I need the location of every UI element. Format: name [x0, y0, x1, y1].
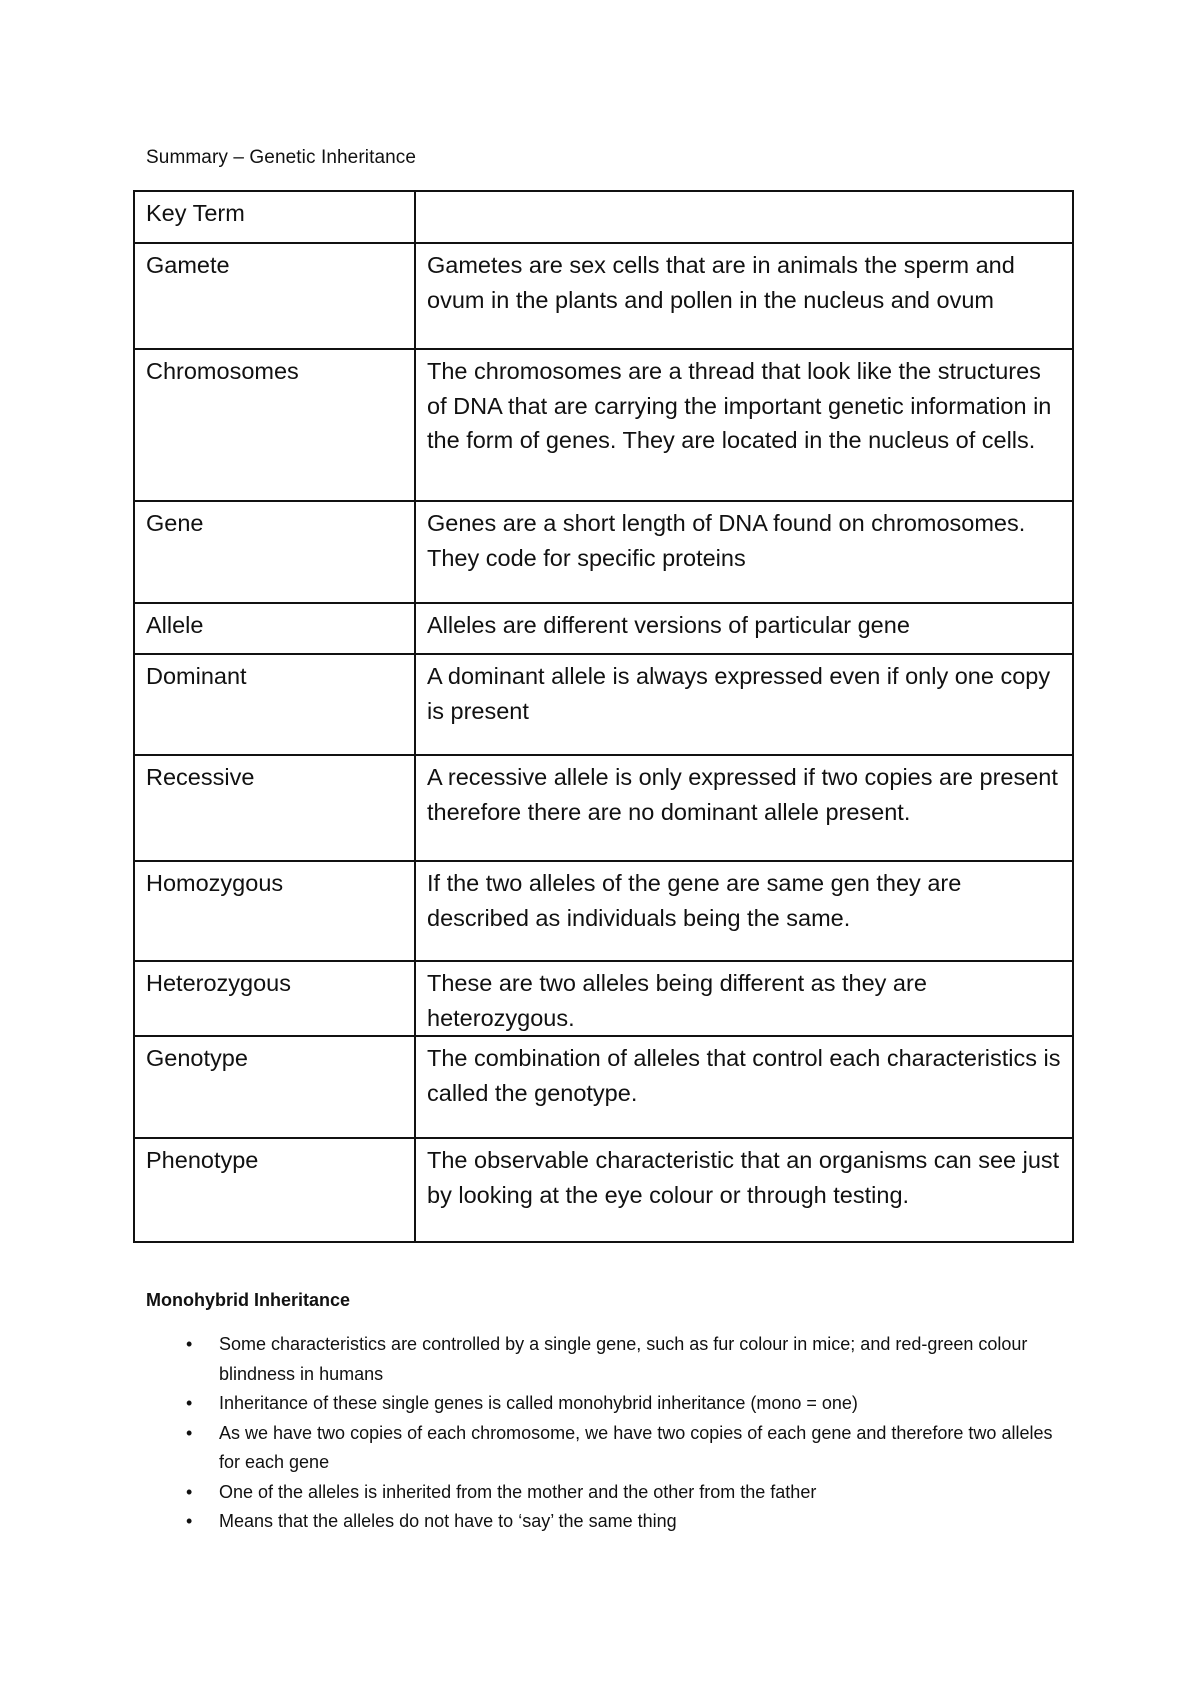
definition-cell: A dominant allele is always expressed even if only one copy is present	[415, 654, 1073, 755]
definition-cell: The chromosomes are a thread that look like the structures of DNA that are carrying the important genetic information in the form of genes. They are located in the nucleus of cells.	[415, 349, 1073, 501]
list-item	[146, 1389, 1076, 1419]
table-row	[134, 501, 1073, 603]
list-item-text: Inheritance of these single genes is called monohybrid inheritance (mono = one)	[219, 1393, 858, 1413]
term-cell: Heterozygous	[134, 961, 415, 1036]
table-row	[134, 1036, 1073, 1138]
list-item-text: As we have two copies of each chromosome, we have two copies of each gene and therefore two alleles for each gene	[219, 1422, 1053, 1472]
table-header-row	[134, 191, 1073, 243]
term-cell: Gamete	[134, 243, 415, 349]
table-row	[134, 755, 1073, 861]
list-item	[146, 1419, 1076, 1478]
bullet-icon: •	[186, 1334, 193, 1354]
table-row	[134, 654, 1073, 755]
definition-cell: A recessive allele is only expressed if two copies are present therefore there are no dominant allele present.	[415, 755, 1073, 861]
list-item	[146, 1330, 1076, 1389]
monohybrid-heading: Monohybrid Inheritance	[146, 1290, 351, 1310]
table-row	[134, 861, 1073, 961]
term-cell: Recessive	[134, 755, 415, 861]
list-item-text: Means that the alleles do not have to ‘say’ the same thing	[219, 1511, 677, 1531]
monohybrid-bullet-list	[146, 1330, 1076, 1537]
definition-cell: If the two alleles of the gene are same gen they are described as individuals being the same.	[415, 861, 1073, 961]
key-terms-table	[133, 190, 1074, 1243]
table-row	[134, 961, 1073, 1036]
definition-cell: The observable characteristic that an organisms can see just by looking at the eye colour or through testing.	[415, 1138, 1073, 1242]
table-row	[134, 603, 1073, 654]
definition-cell: Alleles are different versions of particular gene	[415, 603, 1073, 654]
definition-cell: The combination of alleles that control each characteristics is called the genotype.	[415, 1036, 1073, 1138]
definition-cell: Gametes are sex cells that are in animals the sperm and ovum in the plants and pollen in the nucleus and ovum	[415, 243, 1073, 349]
document-title: Summary – Genetic Inheritance	[146, 147, 417, 168]
term-cell: Phenotype	[134, 1138, 415, 1242]
bullet-icon: •	[186, 1511, 193, 1531]
table-row	[134, 243, 1073, 349]
list-item-text: One of the alleles is inherited from the mother and the other from the father	[219, 1481, 817, 1502]
bullet-icon: •	[186, 1393, 193, 1413]
term-cell: Gene	[134, 501, 415, 603]
list-item	[146, 1507, 1076, 1537]
header-key-term: Key Term	[134, 191, 415, 243]
list-item-text: Some characteristics are controlled by a single gene, such as fur colour in mice; and red-green colour blindness in humans	[219, 1334, 1028, 1384]
bullet-icon: •	[186, 1422, 193, 1443]
definition-cell: Genes are a short length of DNA found on chromosomes. They code for specific proteins	[415, 501, 1073, 603]
term-cell: Chromosomes	[134, 349, 415, 501]
term-cell: Dominant	[134, 654, 415, 755]
header-definition	[415, 191, 1073, 243]
term-cell: Genotype	[134, 1036, 415, 1138]
table-row	[134, 1138, 1073, 1242]
definition-cell: These are two alleles being different as they are heterozygous.	[415, 961, 1073, 1036]
bullet-icon: •	[186, 1481, 193, 1502]
term-cell: Homozygous	[134, 861, 415, 961]
list-item	[146, 1478, 1076, 1508]
table-row	[134, 349, 1073, 501]
term-cell: Allele	[134, 603, 415, 654]
